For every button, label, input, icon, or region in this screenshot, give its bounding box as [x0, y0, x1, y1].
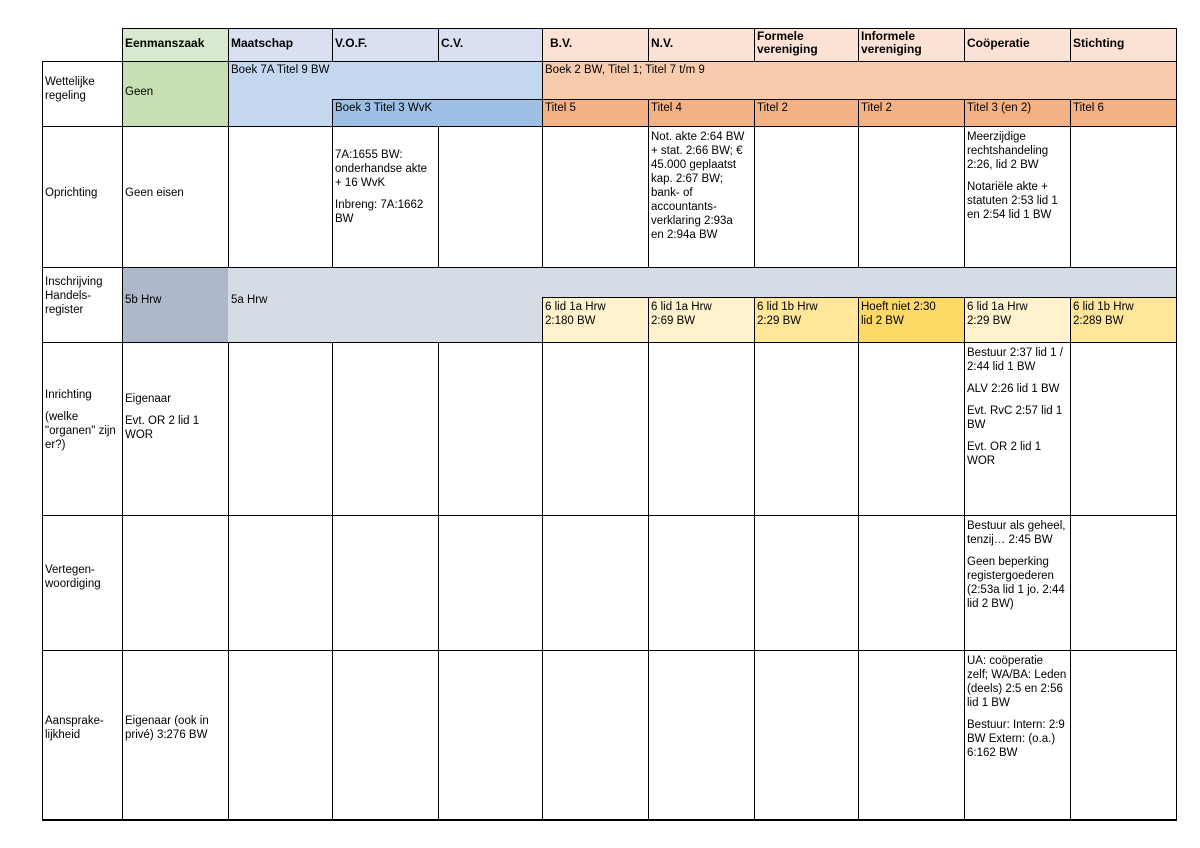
grid-line-v-col10-a: [1070, 28, 1071, 61]
grid-line-h-oprichting: [42, 267, 1177, 268]
grid-line-v-col2-b: [228, 61, 229, 126]
oprichting-cooperatie-text-2: Notariële akte + statuten 2:53 lid 1 en 2:54 lid 1 BW: [967, 181, 1058, 221]
grid-line-v-col5-a: [542, 28, 543, 267]
grid-line-h-vertegenwoordiging: [42, 650, 1177, 651]
grid-line-v-col10-b: [1070, 99, 1071, 267]
inrichting-cooperatie-text-1: Bestuur 2:37 lid 1 / 2:44 lid 1 BW: [967, 347, 1063, 373]
aansprakelijkheid-eenmanszaak: Eigenaar (ook in privé) 3:276 BW: [125, 715, 209, 741]
grid-line-v-col9-b: [964, 99, 965, 267]
grid-line-v-right: [1176, 28, 1177, 821]
row-label-oprichting: Oprichting: [45, 187, 98, 199]
wettelijke-titel-stichting: Titel 6: [1070, 99, 1176, 126]
inrichting-cooperatie: [964, 342, 1070, 515]
vertegenwoordiging-cooperatie-text-2: Geen beperking registergoederen (2:53a lid 1 jo. 2:44 lid 2 BW): [967, 556, 1065, 610]
wettelijke-boek2: Boek 2 BW, Titel 1; Titel 7 t/m 9: [542, 61, 1176, 99]
wettelijke-titel-cooperatie: Titel 3 (en 2): [964, 99, 1070, 126]
inrichting-cooperatie-text-2: ALV 2:26 lid 1 BW: [967, 383, 1060, 395]
row-label-inrichting: [42, 342, 122, 515]
grid-line-h-wettelijke: [42, 126, 1177, 127]
grid-line-v-col7-b: [754, 99, 755, 267]
grid-line-v-col9-a: [964, 28, 965, 61]
vertegenwoordiging-cooperatie-text-1: Bestuur als geheel, tenzij… 2:45 BW: [967, 520, 1066, 546]
aansprakelijkheid-cooperatie-text-1: UA: coöperatie zelf; WA/BA: Leden (deels) 2:5 en 2:56 lid 1 BW: [967, 655, 1067, 709]
inrichting-label-2: (welke "organen" zijn er?): [45, 411, 116, 451]
wettelijke-maatschap-lower: [228, 99, 332, 126]
wettelijke-titel-informele: Titel 2: [858, 99, 964, 126]
wettelijke-boek7a: Boek 7A Titel 9 BW: [228, 61, 542, 99]
header-bv: B.V.: [542, 28, 648, 61]
inrichting-eenmanszaak-text-1: Eigenaar: [125, 393, 172, 405]
inrichting-cooperatie-text-4: Evt. OR 2 lid 1 WOR: [967, 441, 1042, 467]
inschrijving-informele: Hoeft niet 2:30 lid 2 BW: [858, 297, 964, 342]
grid-line-v-col8-a: [858, 28, 859, 61]
grid-line-v-col2-c: [228, 126, 229, 267]
grid-line-v-col9-c: [964, 297, 965, 821]
grid-line-v-left: [42, 61, 43, 821]
grid-line-v-col7-c: [754, 297, 755, 821]
grid-line-v-col4-b: [438, 126, 439, 267]
aansprakelijkheid-cooperatie: [964, 650, 1070, 820]
wettelijke-titel-nv: Titel 4: [648, 99, 754, 126]
oprichting-eenmanszaak: Geen eisen: [125, 187, 184, 199]
inschrijving-personen-band: 5a Hrw: [228, 267, 1176, 342]
oprichting-nv: [648, 126, 754, 267]
grid-line-v-col10-c: [1070, 297, 1071, 821]
grid-line-v-col6-a: [648, 28, 649, 61]
oprichting-vof-text-2: Inbreng: 7A:1662 BW: [335, 199, 424, 225]
row-label-wettelijke-regeling: Wettelijke regeling: [45, 76, 95, 102]
grid-line-h-top: [122, 28, 1177, 29]
grid-line-v-col6-c: [648, 297, 649, 821]
grid-line-v-col4-a: [438, 28, 439, 61]
inrichting-eenmanszaak-text-2: Evt. OR 2 lid 1 WOR: [125, 415, 200, 441]
header-informele-vereniging: Informele vereniging: [858, 28, 964, 61]
grid-line-v-col8-b: [858, 99, 859, 267]
inschrijving-cooperatie: 6 lid 1a Hrw 2:29 BW: [964, 297, 1070, 342]
wettelijke-titel-formele: Titel 2: [754, 99, 858, 126]
grid-line-v-col2-a: [228, 28, 229, 61]
grid-line-v-col3-a: [332, 28, 333, 61]
grid-line-v-col3-b: [332, 99, 333, 267]
inschrijving-bv: 6 lid 1a Hrw 2:180 BW: [542, 297, 648, 342]
row-label-aansprakelijkheid: Aansprake-lijkheid: [45, 715, 104, 741]
header-nv: N.V.: [648, 28, 754, 61]
header-cooperatie: Coöperatie: [964, 28, 1070, 61]
grid-line-v-col4-c: [438, 342, 439, 821]
oprichting-cooperatie: [964, 126, 1070, 267]
grid-line-v-col6-b: [648, 99, 649, 267]
inschrijving-formele: 6 lid 1b Hrw 2:29 BW: [754, 297, 858, 342]
grid-line-v-col8-c: [858, 297, 859, 821]
grid-line-h-bottom: [42, 819, 1177, 821]
row-label-vertegenwoordiging: Vertegen-woordiging: [45, 564, 101, 590]
grid-line-h-header: [42, 61, 1177, 62]
grid-line-v-col7-a: [754, 28, 755, 61]
vertegenwoordiging-cooperatie: [964, 515, 1070, 650]
oprichting-cooperatie-text-1: Meerzijdige rechtshandeling 2:26, lid 2 BW: [967, 131, 1049, 171]
wettelijke-eenmanszaak: Geen: [122, 61, 228, 126]
oprichting-nv-text: Not. akte 2:64 BW + stat. 2:66 BW; € 45.000 geplaatst kap. 2:67 BW; bank- of accountants-verklaring 2:93a en 2:94a BW: [651, 131, 745, 241]
grid-line-v-col2-d: [228, 342, 229, 821]
inschrijving-stichting: 6 lid 1b Hrw 2:289 BW: [1070, 297, 1176, 342]
row-label-inschrijving: Inschrijving Handels-register: [45, 276, 103, 316]
inschrijving-nv: 6 lid 1a Hrw 2:69 BW: [648, 297, 754, 342]
wettelijke-boek3: Boek 3 Titel 3 WvK: [332, 99, 542, 126]
grid-line-v-col3-c: [332, 342, 333, 821]
header-vof: V.O.F.: [332, 28, 438, 61]
header-eenmanszaak: Eenmanszaak: [122, 28, 228, 61]
grid-line-h-inrichting: [42, 515, 1177, 516]
grid-line-v-col1: [122, 28, 123, 821]
inrichting-label-1: Inrichting: [45, 389, 92, 401]
wettelijke-titel-bv: Titel 5: [542, 99, 648, 126]
header-formele-vereniging: Formele vereniging: [754, 28, 858, 61]
oprichting-vof-text-1: 7A:1655 BW: onderhandse akte + 16 WvK: [335, 149, 428, 189]
inrichting-cooperatie-text-3: Evt. RvC 2:57 lid 1 BW: [967, 405, 1063, 431]
grid-line-h-inschrijving: [42, 342, 1177, 343]
header-cv: C.V.: [438, 28, 542, 61]
grid-line-h-inschrijving-mid: [542, 297, 1177, 298]
header-maatschap: Maatschap: [228, 28, 332, 61]
aansprakelijkheid-cooperatie-text-2: Bestuur: Intern: 2:9 BW Extern: (o.a.) 6:162 BW: [967, 719, 1065, 759]
oprichting-vof: [332, 126, 438, 267]
inschrijving-eenmanszaak: 5b Hrw: [122, 267, 228, 342]
header-stichting: Stichting: [1070, 28, 1176, 61]
grid-line-v-col5-b: [542, 297, 543, 821]
inrichting-eenmanszaak: [122, 342, 228, 515]
